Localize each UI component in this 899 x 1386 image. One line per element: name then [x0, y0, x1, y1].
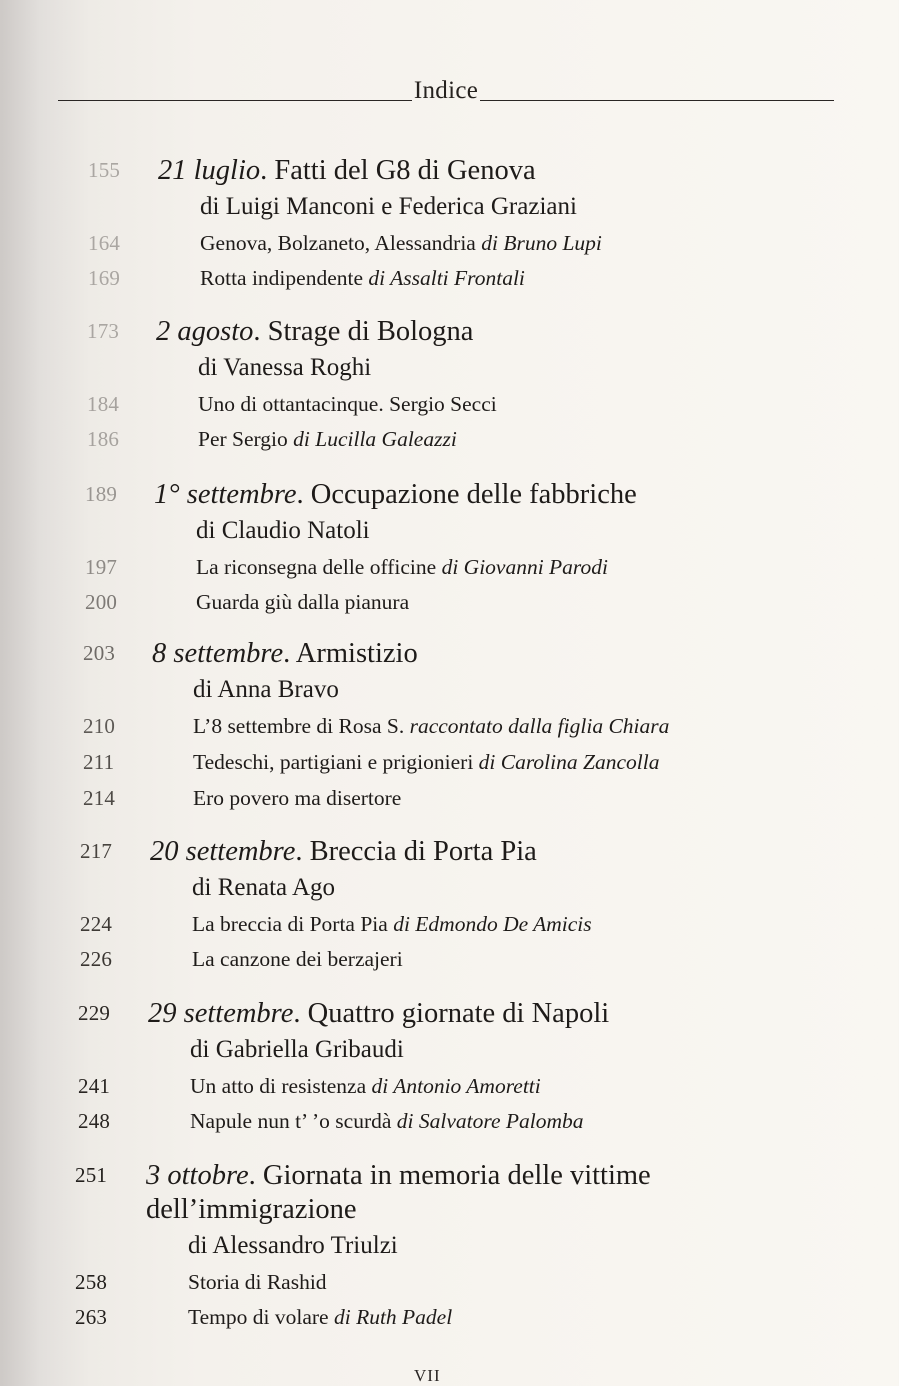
- page-number: 224: [80, 912, 113, 936]
- toc-section: [87, 315, 767, 457]
- entry-byline: di Edmondo De Amicis: [393, 912, 592, 936]
- chapter-date: 29 settembre: [148, 998, 294, 1029]
- toc-entry: [75, 1300, 795, 1335]
- toc-section: [85, 478, 785, 620]
- page-number: 258: [75, 1270, 108, 1294]
- chapter-subject: . Breccia di Porta Pia: [295, 836, 537, 867]
- chapter-author: di Anna Bravo: [193, 676, 339, 703]
- page-number: 186: [87, 427, 120, 451]
- entry-byline: di Carolina Zancolla: [478, 750, 660, 774]
- page-number: 229: [78, 1001, 111, 1025]
- chapter-subject: . Fatti del G8 di Genova: [260, 155, 536, 186]
- chapter-author: di Vanessa Roghi: [198, 354, 372, 381]
- entry-title: Napule nun t’ ’o scurdà: [190, 1109, 397, 1133]
- chapter-title: [148, 997, 609, 1031]
- page-folio: VII: [414, 1366, 441, 1385]
- chapter-date: 8 settembre: [152, 638, 284, 669]
- chapter-author: di Claudio Natoli: [196, 517, 370, 544]
- page-number: 200: [85, 590, 118, 614]
- toc-entry: [83, 745, 783, 781]
- chapter-title: [150, 835, 537, 869]
- chapter-subject: . Occupazione delle fabbriche: [296, 479, 637, 510]
- chapter-line: [75, 1159, 795, 1193]
- entry-title: Ero povero ma disertore: [193, 786, 402, 810]
- toc-entry: [87, 422, 767, 457]
- chapter-title: [156, 315, 473, 349]
- entry-byline: di Ruth Padel: [333, 1305, 453, 1329]
- entry-title: Un atto di resistenza: [190, 1074, 372, 1098]
- chapter-line: [87, 315, 767, 351]
- toc-entry: [85, 585, 785, 620]
- chapter-line: [83, 637, 783, 673]
- chapter-date: 21 luglio: [158, 155, 261, 186]
- toc-entry: [88, 261, 768, 296]
- chapter-line: [85, 478, 785, 514]
- toc-section: [88, 154, 768, 296]
- entry-title: Tempo di volare: [188, 1305, 334, 1329]
- chapter-title: [152, 637, 418, 671]
- page-number: 173: [87, 319, 120, 343]
- toc-entry: [83, 709, 783, 745]
- chapter-date: 20 settembre: [150, 836, 296, 867]
- entry-title: Tedeschi, partigiani e prigionieri: [193, 750, 479, 774]
- page-number: 189: [85, 482, 118, 506]
- toc-entry: [80, 907, 780, 942]
- chapter-line: [88, 154, 768, 190]
- entry-byline: di Salvatore Palomba: [396, 1109, 584, 1133]
- page-number: 155: [88, 158, 121, 182]
- header-rule-right: [480, 100, 834, 101]
- toc-entry: [75, 1265, 795, 1300]
- chapter-date: 1° settembre: [154, 479, 297, 510]
- entry-byline: raccontato dalla figlia Chiara: [409, 714, 670, 738]
- page-number: 184: [87, 392, 120, 416]
- chapter-title: [154, 478, 637, 512]
- page-number: 210: [83, 714, 116, 738]
- chapter-author: di Renata Ago: [192, 874, 336, 901]
- entry-title: La riconsegna delle officine: [196, 555, 442, 579]
- entry-title: Guarda giù dalla pianura: [196, 590, 410, 614]
- chapter-author: di Gabriella Gribaudi: [190, 1036, 404, 1063]
- chapter-line: [78, 997, 778, 1033]
- chapter-author: di Alessandro Triulzi: [188, 1232, 398, 1259]
- entry-title: Storia di Rashid: [188, 1270, 327, 1294]
- entry-byline: di Assalti Frontali: [368, 266, 525, 290]
- entry-title: Per Sergio: [198, 427, 294, 451]
- chapter-line: [80, 835, 780, 871]
- entry-byline: di Antonio Amoretti: [371, 1074, 541, 1098]
- entry-byline: di Bruno Lupi: [481, 231, 602, 255]
- toc-entry: [80, 942, 780, 977]
- entry-title: La canzone dei berzajeri: [192, 947, 403, 971]
- chapter-date: 3 ottobre: [146, 1160, 249, 1191]
- chapter-title: [146, 1159, 651, 1193]
- entry-title: Rotta indipendente: [200, 266, 369, 290]
- page-number: 164: [88, 231, 121, 255]
- chapter-title-continuation: dell’immigrazione: [146, 1194, 357, 1225]
- entry-title: Genova, Bolzaneto, Alessandria: [200, 231, 482, 255]
- header-rule-left: [58, 100, 412, 101]
- page-number: 263: [75, 1305, 108, 1329]
- chapter-date: 2 agosto: [156, 316, 254, 347]
- page-title: Indice: [413, 77, 479, 104]
- entry-byline: di Lucilla Galeazzi: [293, 427, 457, 451]
- chapter-subject: . Quattro giornate di Napoli: [293, 998, 610, 1029]
- entry-byline: di Giovanni Parodi: [441, 555, 608, 579]
- page-number: 251: [75, 1163, 108, 1187]
- toc-entry: [83, 781, 783, 816]
- page-number: 241: [78, 1074, 111, 1098]
- toc-entry: [88, 226, 768, 261]
- chapter-title: [158, 154, 536, 188]
- chapter-subject: . Giornata in memoria delle vittime: [248, 1160, 651, 1191]
- entry-title: Uno di ottantacinque. Sergio Secci: [198, 392, 497, 416]
- toc-section: [83, 637, 783, 816]
- page-number: 211: [83, 750, 115, 774]
- page-number: 248: [78, 1109, 111, 1133]
- running-header: [58, 72, 834, 106]
- page-number: 217: [80, 839, 113, 863]
- page-number: 226: [80, 947, 113, 971]
- page-number: 214: [83, 786, 116, 810]
- page-number: 203: [83, 641, 116, 665]
- entry-title: La breccia di Porta Pia: [192, 912, 394, 936]
- toc-section: [75, 1159, 795, 1335]
- toc-entry: [85, 550, 785, 585]
- toc-entry: [78, 1069, 778, 1104]
- page-number: 197: [85, 555, 118, 579]
- toc-section: [80, 835, 780, 977]
- toc-section: [78, 997, 778, 1139]
- toc-entry: [87, 387, 767, 422]
- toc-entry: [78, 1104, 778, 1139]
- page-number: 169: [88, 266, 121, 290]
- chapter-subject: . Strage di Bologna: [253, 316, 474, 347]
- chapter-author: di Luigi Manconi e Federica Graziani: [200, 193, 577, 220]
- entry-title: L’8 settembre di Rosa S.: [193, 714, 410, 738]
- chapter-subject: . Armistizio: [283, 638, 418, 669]
